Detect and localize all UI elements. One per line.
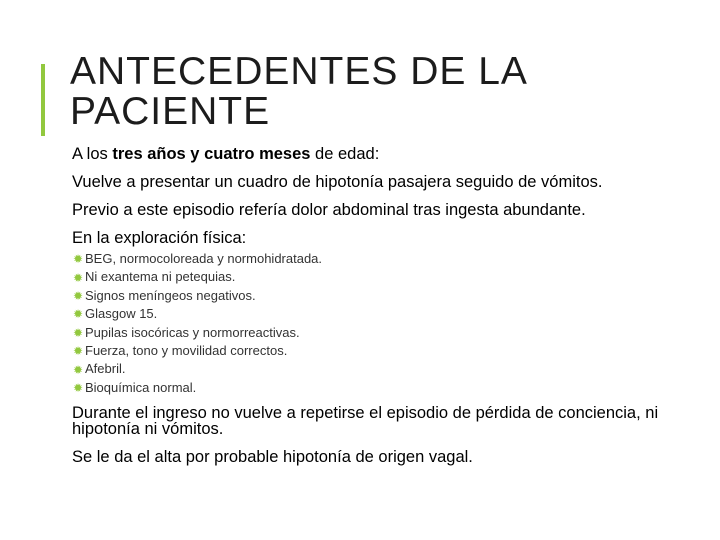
exam-findings-list	[72, 250, 672, 397]
asterisk-bullet-icon: ✹	[73, 362, 84, 377]
asterisk-bullet-icon: ✹	[73, 307, 84, 322]
list-item	[72, 268, 672, 286]
asterisk-bullet-icon: ✹	[73, 325, 84, 340]
intro-prefix: A los	[72, 145, 113, 163]
slide-title	[70, 52, 528, 132]
asterisk-bullet-icon: ✹	[73, 252, 84, 267]
list-item	[72, 250, 672, 268]
title-accent-bar	[41, 64, 45, 136]
list-item-text: Ni exantema ni petequias.	[85, 269, 236, 285]
paragraph-hipotonia: Vuelve a presentar un cuadro de hipotonía pasajera seguido de vómitos.	[72, 173, 603, 191]
asterisk-bullet-icon: ✹	[73, 270, 84, 285]
list-item-text: Afebril.	[85, 361, 126, 377]
slide-title-line-2: PACIENTE	[70, 90, 271, 133]
list-item	[72, 379, 672, 397]
paragraph-ingreso: Durante el ingreso no vuelve a repetirse el episodio de pérdida de conciencia, ni hipotonía ni vómitos.	[72, 404, 659, 439]
list-item	[72, 342, 672, 360]
list-item-text: Pupilas isocóricas y normorreactivas.	[85, 324, 300, 340]
list-item-text: Signos meníngeos negativos.	[85, 287, 256, 303]
list-item-text: Fuerza, tono y movilidad correctos.	[85, 343, 288, 359]
list-item	[72, 305, 672, 323]
paragraph-dolor-abdominal: Previo a este episodio refería dolor abdominal tras ingesta abundante.	[72, 201, 586, 219]
slide-content	[72, 146, 672, 465]
slide-title-line-1: ANTECEDENTES DE LA	[70, 50, 528, 93]
intro-suffix: de edad:	[310, 145, 380, 163]
asterisk-bullet-icon: ✹	[73, 344, 84, 359]
list-item-text: Glasgow 15.	[85, 306, 158, 322]
asterisk-bullet-icon: ✹	[73, 289, 84, 304]
list-item	[72, 360, 672, 378]
list-item	[72, 287, 672, 305]
list-item	[72, 324, 672, 342]
asterisk-bullet-icon: ✹	[73, 381, 84, 396]
intro-paragraph	[72, 146, 672, 162]
paragraph-alta: Se le da el alta por probable hipotonía de origen vagal.	[72, 448, 473, 467]
list-item-text: BEG, normocoloreada y normohidratada.	[85, 251, 323, 266]
intro-age: tres años y cuatro meses	[112, 145, 311, 163]
paragraph-exploracion: En la exploración física:	[72, 229, 247, 247]
list-item-text: Bioquímica normal.	[85, 379, 197, 395]
